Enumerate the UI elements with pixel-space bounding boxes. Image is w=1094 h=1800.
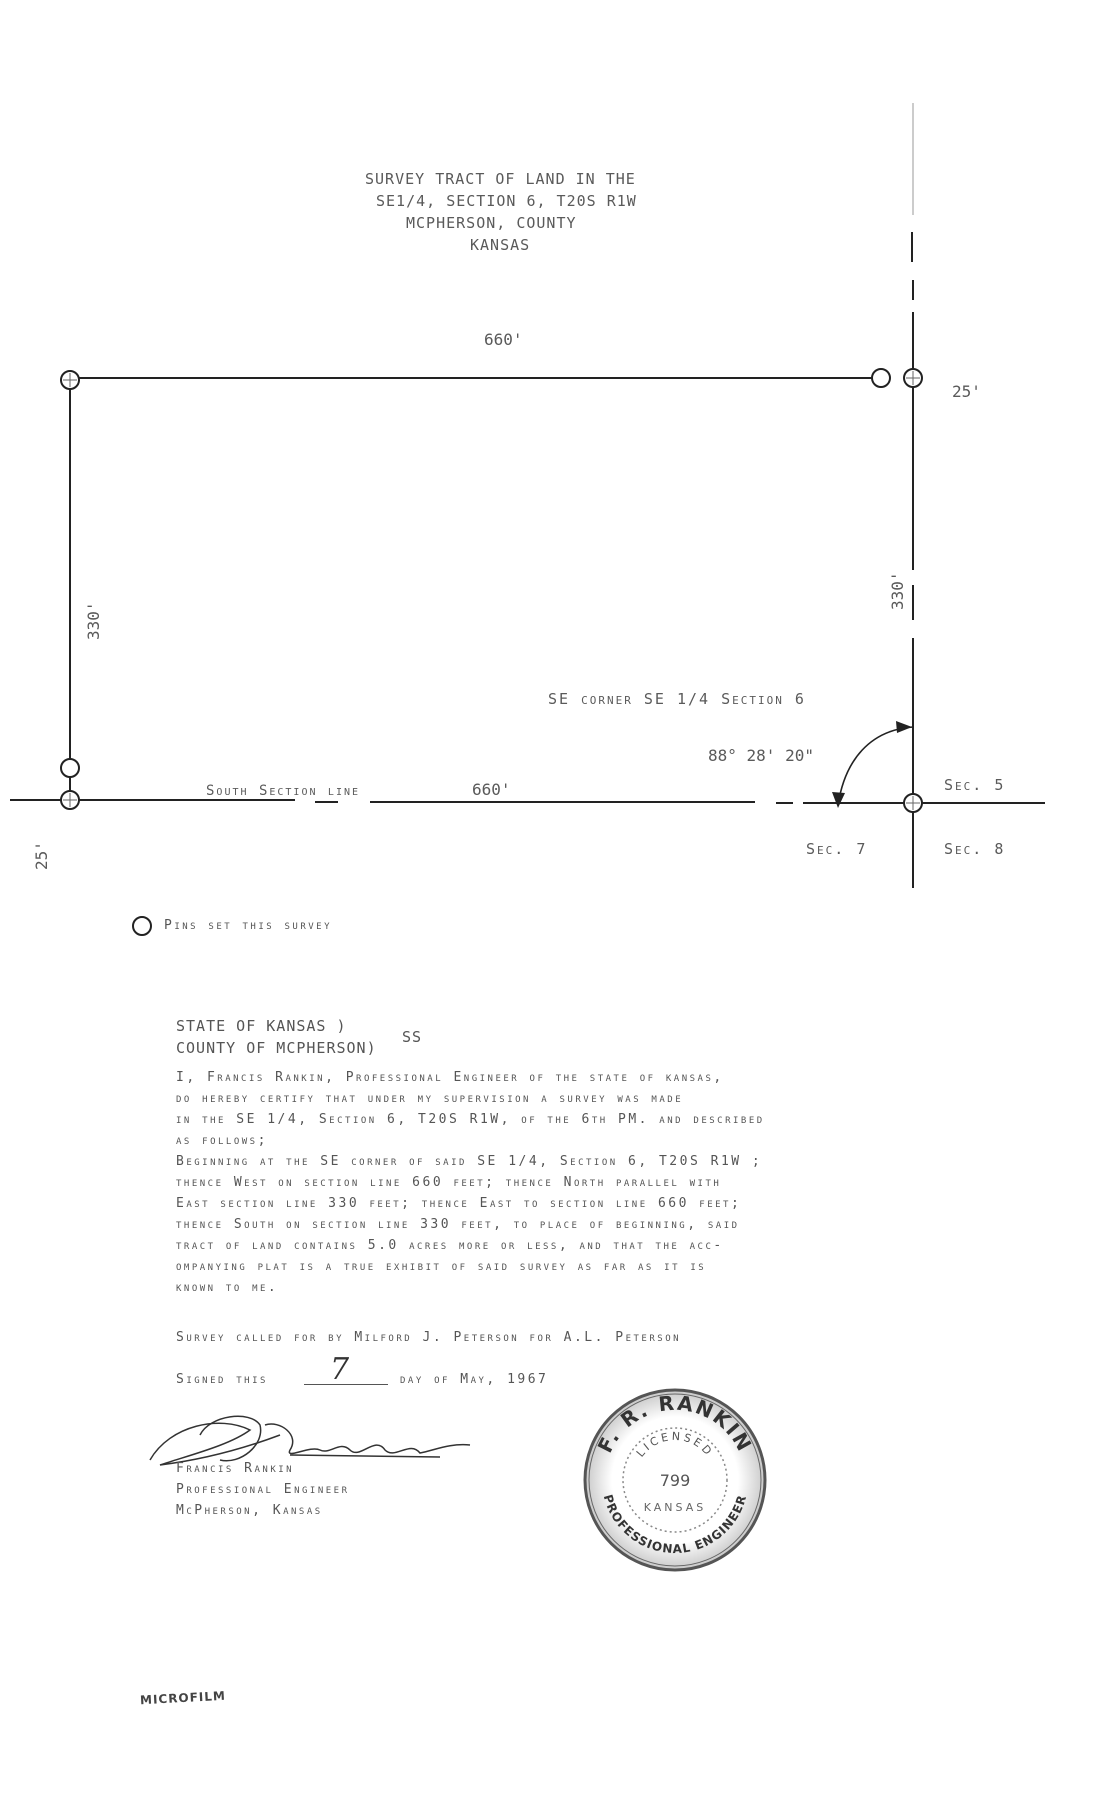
cert-line-3: in the SE 1/4, Section 6, T20S R1W, of the 6th PM. and described bbox=[176, 1112, 765, 1127]
signed-day: 7 bbox=[330, 1352, 350, 1387]
signed-prefix: Signed this bbox=[176, 1372, 268, 1387]
seal-bottom-text: PROFESSIONAL ENGINEER bbox=[600, 1492, 750, 1557]
title-line-1: SURVEY TRACT OF LAND IN THE bbox=[365, 170, 636, 188]
signer-title: Professional Engineer bbox=[176, 1482, 350, 1497]
angle-label: 88° 28' 20" bbox=[708, 746, 814, 765]
seal-top-text: F. R. RANKIN bbox=[592, 1390, 758, 1457]
pin-north-east bbox=[872, 369, 890, 387]
cert-line-5: Beginning at the SE corner of said SE 1/4, Section 6, T20S R1W ; bbox=[176, 1154, 763, 1169]
cert-line-2: do hereby certify that under my supervision a survey was made bbox=[176, 1091, 684, 1106]
title-line-2: SE1/4, SECTION 6, T20S R1W bbox=[376, 192, 637, 210]
title-line-4: KANSAS bbox=[470, 236, 531, 254]
sec-7-label: Sec. 7 bbox=[806, 840, 868, 858]
seal-middle-text: LICENSED bbox=[633, 1429, 717, 1460]
right-dimension-label: 330' bbox=[888, 571, 907, 610]
survey-called-for: Survey called for by Milford J. Peterson for A.L. Peterson bbox=[176, 1330, 682, 1345]
cert-line-6: thence West on section line 660 feet; thence North parallel with bbox=[176, 1175, 722, 1190]
signed-suffix: day of May, 1967 bbox=[400, 1372, 549, 1387]
arrow-head-east bbox=[896, 721, 912, 733]
seal-state-text: KANSAS bbox=[643, 1501, 707, 1514]
cert-line-11: known to me. bbox=[176, 1280, 279, 1295]
offset-label-right: 25' bbox=[952, 382, 981, 401]
seal-number: 799 bbox=[659, 1471, 691, 1490]
cert-line-9: tract of land contains 5.0 acres more or less, and that the acc- bbox=[176, 1238, 724, 1253]
cert-line-8: thence South on section line 330 feet, to place of beginning, said bbox=[176, 1217, 740, 1232]
cert-line-4: as follows; bbox=[176, 1133, 268, 1148]
angle-arc bbox=[838, 727, 913, 805]
cert-line-7: East section line 330 feet; thence East to section line 660 feet; bbox=[176, 1196, 742, 1211]
signer-name: Francis Rankin bbox=[176, 1461, 295, 1476]
venue-state: STATE OF KANSAS ) bbox=[176, 1017, 347, 1035]
engineer-seal bbox=[580, 1385, 770, 1575]
top-dimension-label: 660' bbox=[484, 330, 523, 349]
venue-ss: SS bbox=[402, 1028, 423, 1046]
legend-pin-icon bbox=[133, 917, 151, 935]
signer-location: McPherson, Kansas bbox=[176, 1503, 323, 1518]
cert-line-1: I, Francis Rankin, Professional Engineer of the state of kansas, bbox=[176, 1070, 724, 1085]
south-section-line-label: South Section line bbox=[206, 783, 361, 799]
arrow-head-south bbox=[832, 792, 845, 808]
cert-line-10: ompanying plat is a true exhibit of said survey as far as it is bbox=[176, 1259, 707, 1274]
left-dimension-label: 330' bbox=[84, 601, 103, 640]
legend-pins-label: Pins set this survey bbox=[164, 918, 333, 933]
sec-8-label: Sec. 8 bbox=[944, 840, 1006, 858]
title-line-3: MCPHERSON, COUNTY bbox=[406, 214, 577, 232]
se-corner-label: SE corner SE 1/4 Section 6 bbox=[548, 690, 806, 708]
offset-label-left: 25' bbox=[32, 841, 51, 870]
sec-5-label: Sec. 5 bbox=[944, 776, 1006, 794]
microfilm-stamp: MICROFILM bbox=[139, 1688, 227, 1708]
pin-southwest-north bbox=[61, 759, 79, 777]
bottom-dimension-label: 660' bbox=[472, 780, 511, 799]
venue-county: COUNTY OF MCPHERSON) bbox=[176, 1039, 377, 1057]
